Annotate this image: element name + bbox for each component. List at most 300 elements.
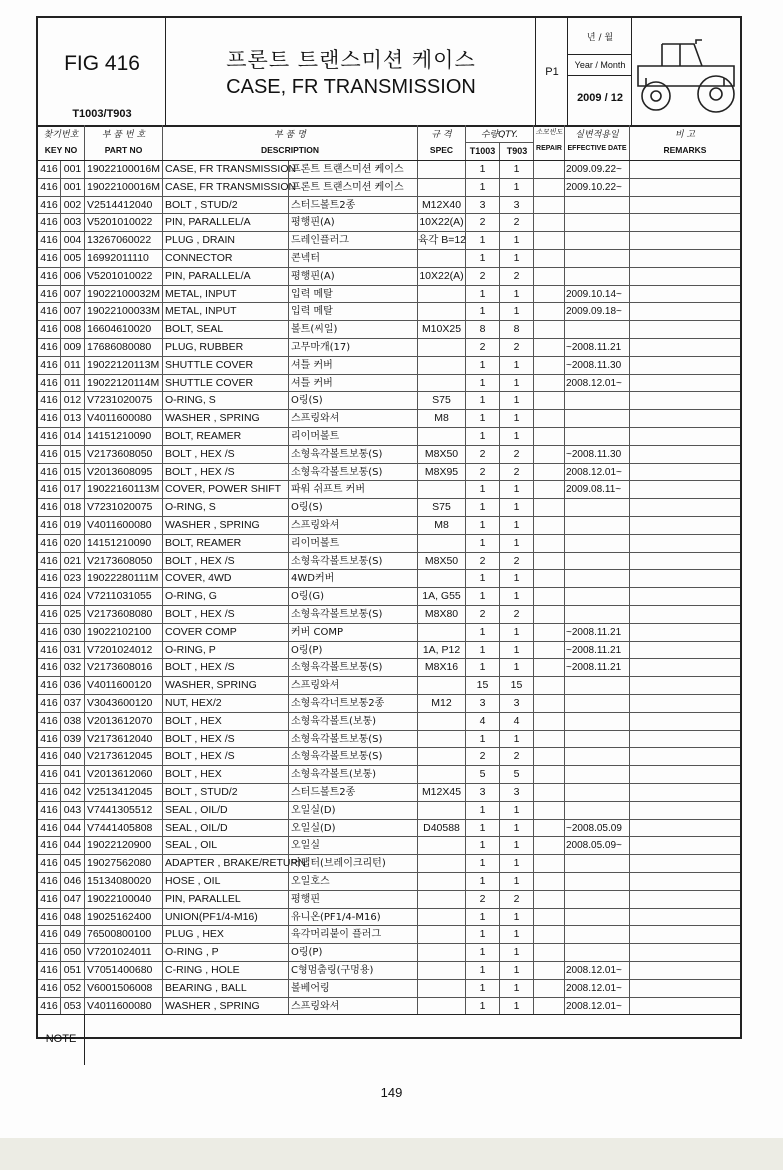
cell-part-number: V2173612045	[85, 748, 163, 765]
cell-spec	[418, 286, 466, 303]
cell-part-number: 19022120900	[85, 837, 163, 854]
cell-spec: 육각 B=12	[418, 232, 466, 249]
cell-key-group: 416	[38, 642, 61, 659]
cell-remarks	[630, 659, 740, 676]
cell-repair	[534, 677, 565, 694]
cell-key-number: 047	[61, 891, 85, 908]
cell-repair	[534, 962, 565, 979]
cell-remarks	[630, 784, 740, 801]
cell-qty-t903: 1	[500, 962, 534, 979]
cell-part-number: 16992011110	[85, 250, 163, 267]
cell-description-en: BOLT , HEX /S	[163, 731, 289, 748]
cell-effective-date: 2008.12.01~	[565, 980, 630, 997]
cell-qty-t903: 1	[500, 855, 534, 872]
cell-key-number: 023	[61, 570, 85, 587]
cell-qty-t1003: 1	[466, 588, 500, 605]
cell-key-number: 021	[61, 553, 85, 570]
cell-key-group: 416	[38, 659, 61, 676]
cell-qty-t903: 1	[500, 802, 534, 819]
table-row	[38, 392, 740, 410]
cell-key-number: 013	[61, 410, 85, 427]
cell-part-number: 16604610020	[85, 321, 163, 338]
cell-qty-t903: 1	[500, 909, 534, 926]
cell-qty-t1003: 1	[466, 659, 500, 676]
cell-qty-t903: 1	[500, 731, 534, 748]
cell-remarks	[630, 926, 740, 943]
table-row	[38, 232, 740, 250]
note-label: NOTE	[45, 1033, 77, 1045]
cell-description-ko: 소형육각볼트보통(S)	[289, 446, 418, 463]
scan-edge	[0, 1138, 783, 1170]
cell-description-ko: 4WD커버	[289, 570, 418, 587]
cell-part-number: 19027562080	[85, 855, 163, 872]
cell-key-number: 007	[61, 303, 85, 320]
cell-remarks	[630, 837, 740, 854]
cell-key-group: 416	[38, 321, 61, 338]
table-row	[38, 357, 740, 375]
cell-spec	[418, 855, 466, 872]
table-row	[38, 944, 740, 962]
cell-key-number: 038	[61, 713, 85, 730]
cell-key-group: 416	[38, 481, 61, 498]
note-area	[38, 1014, 740, 1045]
cell-remarks	[630, 214, 740, 231]
cell-spec	[418, 303, 466, 320]
cell-key-group: 416	[38, 339, 61, 356]
cell-qty-t1003: 1	[466, 250, 500, 267]
cell-repair	[534, 659, 565, 676]
cell-key-group: 416	[38, 250, 61, 267]
cell-qty-t1003: 1	[466, 570, 500, 587]
cell-description-en: UNION(PF1/4-M16)	[163, 909, 289, 926]
cell-part-number: V4011600080	[85, 410, 163, 427]
cell-spec: M8	[418, 410, 466, 427]
cell-spec: 10X22(A)	[418, 268, 466, 285]
cell-description-ko: 오일호스	[289, 873, 418, 890]
cell-key-number: 049	[61, 926, 85, 943]
cell-spec	[418, 926, 466, 943]
cell-effective-date	[565, 926, 630, 943]
cell-repair	[534, 286, 565, 303]
col-qty: 수량QTY. T1003 T903	[466, 125, 534, 160]
cell-key-group: 416	[38, 962, 61, 979]
cell-description-en: BOLT , STUD/2	[163, 784, 289, 801]
cell-remarks	[630, 873, 740, 890]
cell-part-number: V2013612070	[85, 713, 163, 730]
table-row	[38, 464, 740, 482]
cell-key-group: 416	[38, 624, 61, 641]
cell-description-en: PIN, PARALLEL	[163, 891, 289, 908]
cell-effective-date	[565, 731, 630, 748]
cell-key-group: 416	[38, 748, 61, 765]
cell-description-ko: 평행핀(A)	[289, 214, 418, 231]
cell-effective-date	[565, 713, 630, 730]
cell-qty-t903: 1	[500, 588, 534, 605]
cell-remarks	[630, 392, 740, 409]
cell-key-number: 046	[61, 873, 85, 890]
cell-spec	[418, 962, 466, 979]
cell-part-number: 19022100016M	[85, 179, 163, 196]
cell-description-ko: 소형육각볼트보통(S)	[289, 659, 418, 676]
cell-description-ko: 스터드볼트2종	[289, 784, 418, 801]
table-row	[38, 179, 740, 197]
cell-qty-t903: 2	[500, 464, 534, 481]
cell-key-number: 012	[61, 392, 85, 409]
cell-description-en: CASE, FR TRANSMISSION	[163, 179, 289, 196]
cell-repair	[534, 268, 565, 285]
figure-cell	[38, 18, 166, 125]
cell-description-en: PIN, PARALLEL/A	[163, 214, 289, 231]
cell-qty-t903: 2	[500, 748, 534, 765]
cell-qty-t1003: 1	[466, 232, 500, 249]
cell-repair	[534, 766, 565, 783]
cell-key-group: 416	[38, 588, 61, 605]
table-row	[38, 410, 740, 428]
cell-repair	[534, 428, 565, 445]
cell-qty-t1003: 1	[466, 428, 500, 445]
cell-description-en: WASHER, SPRING	[163, 677, 289, 694]
cell-description-en: BOLT , HEX	[163, 766, 289, 783]
cell-spec	[418, 250, 466, 267]
cell-key-number: 043	[61, 802, 85, 819]
table-row	[38, 802, 740, 820]
title-english: CASE, FR TRANSMISSION	[226, 76, 476, 98]
cell-key-number: 019	[61, 517, 85, 534]
cell-description-en: METAL, INPUT	[163, 303, 289, 320]
cell-key-group: 416	[38, 464, 61, 481]
cell-description-en: CASE, FR TRANSMISSION	[163, 161, 289, 178]
cell-effective-date: 2008.05.09~	[565, 837, 630, 854]
cell-remarks	[630, 517, 740, 534]
cell-key-number: 015	[61, 446, 85, 463]
cell-effective-date	[565, 392, 630, 409]
cell-repair	[534, 642, 565, 659]
cell-spec	[418, 357, 466, 374]
cell-key-group: 416	[38, 784, 61, 801]
cell-key-number: 050	[61, 944, 85, 961]
cell-key-group: 416	[38, 855, 61, 872]
cell-effective-date	[565, 232, 630, 249]
cell-description-ko: 입력 메탈	[289, 286, 418, 303]
cell-qty-t1003: 2	[466, 268, 500, 285]
cell-description-en: CONNECTOR	[163, 250, 289, 267]
cell-description-en: BOLT, REAMER	[163, 535, 289, 552]
table-row	[38, 268, 740, 286]
cell-spec	[418, 570, 466, 587]
cell-effective-date: ~2008.11.21	[565, 659, 630, 676]
cell-effective-date: 2008.12.01~	[565, 962, 630, 979]
cell-key-group: 416	[38, 713, 61, 730]
cell-key-group: 416	[38, 695, 61, 712]
cell-description-en: WASHER , SPRING	[163, 410, 289, 427]
cell-key-number: 001	[61, 179, 85, 196]
cell-remarks	[630, 446, 740, 463]
cell-remarks	[630, 232, 740, 249]
cell-key-number: 036	[61, 677, 85, 694]
cell-qty-t1003: 5	[466, 766, 500, 783]
cell-part-number: 19022120113M	[85, 357, 163, 374]
cell-key-group: 416	[38, 909, 61, 926]
cell-part-number: V2514412040	[85, 197, 163, 214]
cell-key-number: 009	[61, 339, 85, 356]
cell-spec	[418, 766, 466, 783]
cell-key-number: 051	[61, 962, 85, 979]
cell-repair	[534, 570, 565, 587]
cell-description-en: SHUTTLE COVER	[163, 357, 289, 374]
cell-key-group: 416	[38, 179, 61, 196]
cell-description-ko: 콘넥터	[289, 250, 418, 267]
cell-qty-t903: 1	[500, 624, 534, 641]
table-row	[38, 214, 740, 232]
cell-remarks	[630, 428, 740, 445]
cell-remarks	[630, 179, 740, 196]
cell-qty-t1003: 1	[466, 535, 500, 552]
table-row	[38, 873, 740, 891]
cell-key-number: 024	[61, 588, 85, 605]
cell-remarks	[630, 998, 740, 1015]
cell-description-ko: 소형육각볼트보통(S)	[289, 748, 418, 765]
cell-description-en: BOLT , HEX /S	[163, 446, 289, 463]
cell-qty-t903: 1	[500, 499, 534, 516]
cell-repair	[534, 624, 565, 641]
cell-description-en: BOLT, SEAL	[163, 321, 289, 338]
col-remarks: 비 고 REMARKS	[663, 130, 707, 155]
cell-qty-t903: 15	[500, 677, 534, 694]
cell-spec	[418, 731, 466, 748]
cell-description-ko: 입력 메탈	[289, 303, 418, 320]
cell-repair	[534, 179, 565, 196]
table-row	[38, 161, 740, 179]
cell-key-group: 416	[38, 891, 61, 908]
cell-qty-t903: 2	[500, 606, 534, 623]
col-qty-a: T1003	[466, 142, 500, 160]
cell-key-number: 032	[61, 659, 85, 676]
cell-part-number: V4011600080	[85, 998, 163, 1015]
cell-remarks	[630, 766, 740, 783]
cell-key-group: 416	[38, 873, 61, 890]
cell-spec	[418, 891, 466, 908]
cell-description-ko: O링(P)	[289, 944, 418, 961]
table-row	[38, 962, 740, 980]
cell-part-number: V7441405808	[85, 820, 163, 837]
cell-part-number: V7231020075	[85, 499, 163, 516]
cell-qty-t903: 1	[500, 944, 534, 961]
cell-effective-date: ~2008.05.09	[565, 820, 630, 837]
table-row	[38, 446, 740, 464]
cell-key-number: 053	[61, 998, 85, 1015]
cell-key-group: 416	[38, 998, 61, 1015]
cell-remarks	[630, 677, 740, 694]
cell-key-number: 020	[61, 535, 85, 552]
cell-qty-t903: 1	[500, 481, 534, 498]
cell-repair	[534, 980, 565, 997]
cell-repair	[534, 535, 565, 552]
parts-sheet	[36, 16, 742, 1045]
date-label-korean: 년 / 월	[586, 33, 614, 43]
cell-repair	[534, 731, 565, 748]
col-spec: 규 격 SPEC	[418, 125, 466, 160]
cell-qty-t1003: 1	[466, 980, 500, 997]
cell-part-number: 76500800100	[85, 926, 163, 943]
cell-spec: M12X40	[418, 197, 466, 214]
cell-effective-date	[565, 606, 630, 623]
cell-effective-date	[565, 268, 630, 285]
cell-description-en: SEAL , OIL/D	[163, 802, 289, 819]
cell-description-en: PLUG, RUBBER	[163, 339, 289, 356]
cell-effective-date: 2009.10.14~	[565, 286, 630, 303]
cell-remarks	[630, 695, 740, 712]
cell-qty-t903: 2	[500, 268, 534, 285]
table-row	[38, 197, 740, 215]
cell-key-number: 018	[61, 499, 85, 516]
cell-key-number: 041	[61, 766, 85, 783]
cell-effective-date: 2009.09.22~	[565, 161, 630, 178]
page-number: 149	[380, 1085, 403, 1100]
cell-repair	[534, 695, 565, 712]
cell-qty-t903: 3	[500, 784, 534, 801]
cell-part-number: 14151210090	[85, 535, 163, 552]
cell-qty-t903: 1	[500, 535, 534, 552]
cell-effective-date: ~2008.11.21	[565, 339, 630, 356]
cell-spec	[418, 179, 466, 196]
cell-description-ko: O링(G)	[289, 588, 418, 605]
cell-description-ko: O링(S)	[289, 499, 418, 516]
cell-remarks	[630, 588, 740, 605]
cell-description-en: O-RING , P	[163, 944, 289, 961]
cell-part-number: V7211031055	[85, 588, 163, 605]
cell-key-group: 416	[38, 410, 61, 427]
cell-effective-date	[565, 891, 630, 908]
cell-repair	[534, 161, 565, 178]
title-cell	[166, 18, 536, 125]
table-row	[38, 926, 740, 944]
cell-remarks	[630, 980, 740, 997]
cell-qty-t1003: 4	[466, 713, 500, 730]
cell-part-number: 19025162400	[85, 909, 163, 926]
cell-repair	[534, 891, 565, 908]
cell-description-ko: 프론트 트랜스미션 케이스	[289, 161, 418, 178]
note-label-cell	[38, 1015, 85, 1065]
page-cell	[536, 18, 568, 125]
cell-key-group: 416	[38, 286, 61, 303]
cell-effective-date: ~2008.11.21	[565, 624, 630, 641]
cell-description-ko: 프론트 트랜스미션 케이스	[289, 179, 418, 196]
table-row	[38, 606, 740, 624]
cell-part-number: V4011600120	[85, 677, 163, 694]
cell-description-ko: 소형육각너트보통2종	[289, 695, 418, 712]
cell-remarks	[630, 855, 740, 872]
cell-repair	[534, 339, 565, 356]
table-row	[38, 980, 740, 998]
cell-part-number: V4011600080	[85, 517, 163, 534]
cell-qty-t903: 2	[500, 214, 534, 231]
cell-repair	[534, 873, 565, 890]
cell-description-ko: 셔틀 커버	[289, 357, 418, 374]
cell-description-ko: 고무마개(17)	[289, 339, 418, 356]
cell-repair	[534, 392, 565, 409]
page-code: P1	[545, 66, 559, 78]
cell-key-number: 031	[61, 642, 85, 659]
table-row	[38, 642, 740, 660]
cell-effective-date: 2008.12.01~	[565, 998, 630, 1015]
cell-description-en: O-RING, S	[163, 499, 289, 516]
cell-part-number: V2173608080	[85, 606, 163, 623]
cell-qty-t903: 1	[500, 998, 534, 1015]
cell-key-number: 007	[61, 286, 85, 303]
cell-description-en: BEARING , BALL	[163, 980, 289, 997]
cell-repair	[534, 410, 565, 427]
table-row	[38, 713, 740, 731]
cell-repair	[534, 499, 565, 516]
cell-qty-t903: 5	[500, 766, 534, 783]
cell-key-group: 416	[38, 232, 61, 249]
cell-key-number: 044	[61, 837, 85, 854]
table-row	[38, 499, 740, 517]
cell-part-number: V2173612040	[85, 731, 163, 748]
cell-qty-t903: 3	[500, 695, 534, 712]
cell-effective-date	[565, 428, 630, 445]
cell-repair	[534, 214, 565, 231]
cell-description-ko: 스프링와셔	[289, 517, 418, 534]
cell-spec: M12	[418, 695, 466, 712]
cell-remarks	[630, 962, 740, 979]
cell-qty-t1003: 1	[466, 855, 500, 872]
cell-effective-date: 2008.12.01~	[565, 464, 630, 481]
cell-remarks	[630, 642, 740, 659]
cell-qty-t903: 8	[500, 321, 534, 338]
cell-qty-t903: 1	[500, 179, 534, 196]
cell-remarks	[630, 606, 740, 623]
sheet-header	[38, 18, 740, 127]
cell-spec	[418, 909, 466, 926]
cell-effective-date	[565, 677, 630, 694]
table-row	[38, 303, 740, 321]
cell-key-number: 017	[61, 481, 85, 498]
table-row	[38, 517, 740, 535]
cell-description-ko: C형멈춤링(구멍용)	[289, 962, 418, 979]
cell-description-ko: 스프링와셔	[289, 677, 418, 694]
table-row	[38, 909, 740, 927]
tractor-cell	[632, 18, 740, 125]
col-effective-date: 실변적용일 EFFECTIVE DATE	[565, 125, 630, 160]
cell-description-ko: 소형육각볼트보통(S)	[289, 731, 418, 748]
cell-qty-t903: 1	[500, 659, 534, 676]
cell-repair	[534, 926, 565, 943]
cell-qty-t1003: 2	[466, 748, 500, 765]
cell-effective-date	[565, 570, 630, 587]
cell-spec: 10X22(A)	[418, 214, 466, 231]
cell-key-number: 048	[61, 909, 85, 926]
cell-qty-t1003: 1	[466, 998, 500, 1015]
cell-spec: M8X16	[418, 659, 466, 676]
cell-repair	[534, 357, 565, 374]
cell-description-en: WASHER , SPRING	[163, 517, 289, 534]
cell-remarks	[630, 891, 740, 908]
cell-effective-date	[565, 499, 630, 516]
table-row	[38, 375, 740, 393]
cell-qty-t903: 2	[500, 891, 534, 908]
cell-description-en: BOLT , HEX /S	[163, 606, 289, 623]
cell-repair	[534, 250, 565, 267]
figure-number: FIG 416	[64, 52, 140, 75]
table-row	[38, 588, 740, 606]
cell-remarks	[630, 357, 740, 374]
cell-qty-t1003: 15	[466, 677, 500, 694]
cell-effective-date	[565, 553, 630, 570]
cell-description-ko: 소형육각볼트보통(S)	[289, 553, 418, 570]
cell-repair	[534, 303, 565, 320]
cell-repair	[534, 837, 565, 854]
